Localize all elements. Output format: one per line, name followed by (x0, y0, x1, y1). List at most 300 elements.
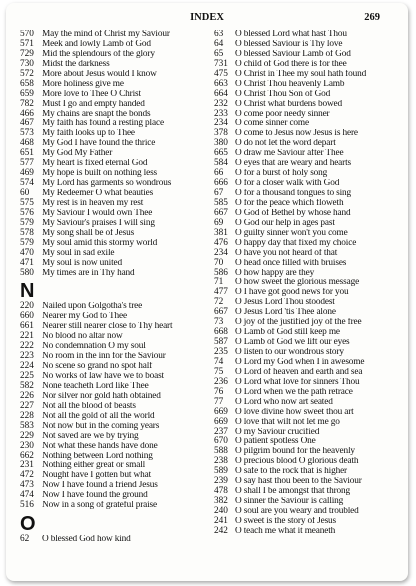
hymn-number: 378 (214, 128, 228, 139)
hymn-number: 662 (20, 450, 34, 461)
index-entry (20, 139, 208, 149)
hymn-number: 665 (214, 148, 228, 159)
hymn-number: 225 (20, 371, 34, 381)
hymn-number: 76 (214, 386, 224, 397)
hymn-number: 660 (20, 311, 34, 322)
hymn-number: 474 (20, 490, 34, 501)
index-entry (20, 412, 208, 422)
hymn-first-line: Nought have I gotten but what (42, 471, 151, 481)
hymn-number: 382 (214, 496, 228, 507)
hymn-number: 658 (20, 78, 34, 89)
hymn-number: 227 (20, 400, 34, 411)
hymn-first-line: O Lord my God when I in awesome (235, 357, 365, 367)
index-entry (214, 447, 400, 457)
hymn-first-line: O come poor needy sinner (235, 109, 330, 119)
index-entry (20, 442, 208, 452)
hymn-first-line: O Lord of heaven and earth and sea (235, 367, 363, 377)
hymn-first-line: O come sinner come (235, 119, 309, 129)
hymn-number: 651 (20, 148, 34, 159)
hymn-first-line: Not all the gold of all the world (42, 411, 155, 421)
hymn-number: 240 (214, 506, 228, 516)
hymn-first-line: My Redeemer O what beauties (42, 189, 154, 198)
index-entry (20, 452, 208, 462)
hymn-first-line: No works of law have we to boast (42, 372, 164, 381)
hymn-number: 71 (214, 277, 224, 288)
hymn-number: 62 (20, 534, 30, 545)
hymn-number: 235 (214, 347, 228, 357)
section-letter: N (20, 280, 35, 303)
index-entry (214, 229, 400, 239)
hymn-first-line: O patient spotless One (235, 437, 316, 447)
index-entry (20, 382, 208, 392)
hymn-number: 468 (20, 138, 34, 149)
hymn-first-line: More love to Thee O Christ (42, 89, 141, 99)
page-number: 269 (364, 12, 380, 23)
hymn-first-line: O teach me what it meaneth (235, 526, 336, 536)
index-entry (20, 372, 208, 382)
hymn-first-line: O God our help in ages past (235, 218, 335, 228)
index-entry (20, 302, 208, 312)
hymn-number: 664 (214, 88, 228, 99)
hymn-number: 575 (20, 197, 34, 208)
hymn-first-line: My song shall be of Jesus (42, 228, 135, 238)
index-entry (20, 322, 208, 332)
index-entry (20, 110, 208, 120)
hymn-first-line: O listen to our wondrous story (235, 348, 344, 357)
hymn-number: 584 (214, 158, 228, 169)
index-entry (20, 60, 208, 70)
page-title: INDEX (190, 12, 224, 23)
index-entry (20, 249, 208, 259)
index-entry (214, 328, 400, 338)
hymn-number: 466 (20, 108, 34, 119)
index-entry (20, 70, 208, 80)
index-entry (214, 30, 400, 40)
hymn-number: 574 (20, 178, 34, 189)
index-entry (214, 358, 400, 368)
page-header (6, 12, 408, 26)
index-entry (20, 432, 208, 442)
index-entry (214, 278, 400, 288)
hymn-first-line: O pilgrim bound for the heavenly (235, 447, 355, 457)
index-entry (214, 318, 400, 328)
hymn-number: 471 (20, 257, 34, 268)
index-entry (20, 189, 208, 199)
hymn-first-line: My soul amid this stormy world (42, 238, 158, 248)
index-entry (214, 437, 400, 447)
index-entry (214, 179, 400, 189)
index-entry (214, 249, 400, 259)
hymn-number: 669 (214, 416, 228, 427)
hymn-number: 224 (20, 361, 34, 372)
hymn-first-line: Mid the splendours of the glory (42, 49, 155, 59)
hymn-first-line: O eyes that are weary and hearts (235, 159, 352, 169)
index-entry (214, 219, 400, 229)
index-entry (20, 159, 208, 169)
hymn-first-line: Not what these hands have done (42, 441, 158, 451)
index-entry (20, 471, 208, 481)
hymn-number: 478 (214, 486, 228, 497)
hymn-first-line: O for a burst of holy song (235, 169, 328, 179)
hymn-number: 585 (214, 197, 228, 208)
hymn-first-line: O how sweet the glorious message (235, 278, 360, 288)
hymn-number: 587 (214, 337, 228, 348)
hymn-number: 668 (214, 327, 228, 338)
index-entry (20, 219, 208, 229)
index-entry (214, 378, 400, 388)
hymn-number: 731 (214, 58, 228, 69)
index-entry (20, 179, 208, 189)
hymn-number: 571 (20, 38, 34, 49)
hymn-first-line: Nothing either great or small (42, 461, 146, 471)
hymn-first-line: No room in the inn for the Saviour (42, 352, 166, 362)
hymn-first-line: O shall I be amongst that throng (235, 487, 351, 497)
hymn-number: 572 (20, 68, 34, 79)
index-entry (214, 298, 400, 308)
hymn-first-line: No scene so grand no spot half (42, 362, 153, 372)
hymn-first-line: Now I have found a friend Jesus (42, 481, 158, 491)
hymn-first-line: My soul in sad exile (42, 248, 115, 258)
hymn-number: 667 (214, 207, 228, 218)
index-entry (214, 90, 400, 100)
index-entry (214, 418, 400, 428)
hymn-number: 66 (214, 168, 224, 179)
hymn-number: 222 (20, 341, 34, 352)
index-entry (214, 388, 400, 398)
hymn-number: 69 (214, 217, 224, 228)
hymn-first-line: O Lord when we the path retrace (235, 387, 353, 397)
hymn-number: 223 (20, 351, 34, 362)
hymn-first-line: My heart is fixed eternal God (42, 159, 148, 169)
hymn-number: 588 (214, 446, 228, 457)
index-entry (20, 229, 208, 239)
index-entry (20, 269, 208, 279)
hymn-first-line: Nothing between Lord nothing (42, 451, 153, 461)
index-entry (20, 332, 208, 342)
hymn-first-line: O Lamb of God we lift our eyes (235, 338, 350, 348)
hymn-first-line: O have you not heard of that (235, 248, 338, 258)
hymn-number: 577 (20, 158, 34, 169)
hymn-first-line: O draw me Saviour after Thee (235, 149, 344, 159)
index-entry (214, 308, 400, 318)
hymn-number: 573 (20, 128, 34, 139)
hymn-number: 582 (20, 380, 34, 391)
hymn-first-line: My faith looks up to Thee (42, 129, 135, 139)
index-entry (214, 368, 400, 378)
hymn-number: 72 (214, 297, 224, 308)
hymn-number: 670 (214, 436, 228, 447)
hymn-first-line: O for a thousand tongues to sing (235, 189, 352, 198)
hymn-first-line: O child of God there is for thee (235, 59, 347, 69)
index-entry (20, 342, 208, 352)
index-entry (20, 80, 208, 90)
hymn-first-line: O Christ Thou heavenly Lamb (235, 79, 345, 89)
hymn-first-line: O Lord who now art seated (235, 397, 333, 407)
hymn-first-line: Nor silver nor gold hath obtained (42, 391, 161, 401)
hymn-number: 669 (214, 406, 228, 417)
index-column-left (20, 30, 208, 545)
hymn-number: 230 (20, 440, 34, 451)
index-entry (214, 408, 400, 418)
index-entry (20, 149, 208, 159)
index-entry (20, 129, 208, 139)
hymn-number: 580 (20, 267, 34, 278)
hymn-first-line: O sinner the Saviour is calling (235, 497, 344, 507)
hymn-number: 380 (214, 138, 228, 149)
hymn-number: 221 (20, 331, 34, 342)
hymn-first-line: May the mind of Christ my Saviour (42, 30, 170, 39)
hymn-number: 667 (214, 307, 228, 318)
hymn-number: 469 (20, 168, 34, 179)
hymn-first-line: My hope is built on nothing less (42, 169, 158, 179)
hymn-number: 473 (20, 480, 34, 491)
hymn-number: 579 (20, 237, 34, 248)
hymn-number: 475 (214, 68, 228, 79)
hymn-first-line: Not all the blood of beasts (42, 401, 136, 411)
hymn-number: 578 (20, 227, 34, 238)
index-entry (214, 467, 400, 477)
book-page (6, 3, 408, 581)
hymn-first-line: O love divine how sweet thou art (235, 407, 354, 417)
hymn-first-line: Now I have found the ground (42, 491, 148, 501)
index-entry (20, 169, 208, 179)
index-entry (214, 70, 400, 80)
hymn-first-line: O love that wilt not let me go (235, 417, 340, 427)
hymn-first-line: Not now but in the coming years (42, 421, 160, 431)
index-entry (20, 30, 208, 40)
hymn-first-line: Nailed upon Golgotha's tree (42, 302, 143, 312)
hymn-first-line: Nearer my God to Thee (42, 312, 127, 322)
hymn-number: 234 (214, 247, 228, 258)
hymn-number: 579 (20, 217, 34, 228)
hymn-number: 472 (20, 470, 34, 481)
hymn-number: 220 (20, 301, 34, 312)
hymn-number: 75 (214, 366, 224, 377)
hymn-first-line: No condemnation O my soul (42, 342, 146, 352)
index-entry (20, 312, 208, 322)
hymn-number: 659 (20, 88, 34, 99)
hymn-number: 730 (20, 58, 34, 69)
index-entry (214, 338, 400, 348)
hymn-number: 73 (214, 317, 224, 328)
hymn-first-line: O blessed God how kind (42, 535, 131, 545)
hymn-number: 77 (214, 396, 224, 407)
hymn-first-line: My soul is now united (42, 258, 123, 268)
hymn-number: 586 (214, 267, 228, 278)
index-entry (214, 80, 400, 90)
hymn-first-line: O Lord what love for sinners Thou (235, 377, 360, 387)
hymn-number: 63 (214, 30, 224, 39)
index-entry (214, 189, 400, 199)
hymn-number: 232 (214, 98, 228, 109)
hymn-first-line: O I have got good news for you (235, 288, 349, 298)
index-entry (214, 269, 400, 279)
hymn-number: 234 (214, 118, 228, 129)
hymn-first-line: My Lord has garments so wondrous (42, 179, 172, 189)
hymn-number: 229 (20, 430, 34, 441)
hymn-number: 242 (214, 525, 228, 536)
hymn-first-line: O sweet is the story of Jesus (235, 516, 337, 526)
hymn-number: 467 (20, 118, 34, 129)
hymn-first-line: O for the peace which floweth (235, 198, 344, 208)
hymn-number: 65 (214, 48, 224, 59)
index-entry (214, 398, 400, 408)
hymn-first-line: My times are in Thy hand (42, 268, 135, 278)
hymn-number: 67 (214, 188, 224, 198)
hymn-first-line: O blessed Saviour is Thy love (235, 39, 343, 49)
hymn-first-line: My Saviour I would own Thee (42, 208, 153, 218)
index-entry (214, 199, 400, 209)
index-entry (20, 352, 208, 362)
hymn-number: 663 (214, 78, 228, 89)
hymn-first-line: O come to Jesus now Jesus is here (235, 129, 358, 139)
hymn-first-line: O Christ Thou Son of God (235, 89, 331, 99)
hymn-number: 516 (20, 500, 34, 511)
hymn-number: 60 (20, 188, 30, 198)
hymn-first-line: O how happy are they (235, 268, 315, 278)
index-entry (20, 90, 208, 100)
hymn-number: 570 (20, 30, 34, 39)
hymn-number: 239 (214, 476, 228, 487)
hymn-first-line: No blood no altar now (42, 332, 123, 342)
index-entry (214, 457, 400, 467)
hymn-number: 226 (20, 390, 34, 401)
hymn-number: 238 (214, 456, 228, 467)
hymn-first-line: O Christ what burdens bowed (235, 99, 342, 109)
hymn-first-line: Not saved are we by trying (42, 431, 139, 441)
hymn-number: 583 (20, 420, 34, 431)
hymn-number: 381 (214, 227, 228, 238)
index-entry (214, 507, 400, 517)
hymn-number: 70 (214, 257, 224, 268)
hymn-first-line: O Jesus Lord Thou stoodest (235, 298, 335, 308)
index-entry (214, 119, 400, 129)
hymn-first-line: My rest is in heaven my rest (42, 198, 144, 208)
index-entry (20, 422, 208, 432)
hymn-number: 589 (214, 466, 228, 477)
hymn-first-line: My Saviour's praises I will sing (42, 218, 155, 228)
index-entry (20, 362, 208, 372)
hymn-first-line: Midst the darkness (42, 59, 110, 69)
index-entry (214, 288, 400, 298)
hymn-number: 477 (214, 287, 228, 298)
index-entry (214, 139, 400, 149)
hymn-first-line: O precious blood O glorious death (235, 457, 359, 467)
index-entry (214, 259, 400, 269)
index-entry (20, 199, 208, 209)
hymn-first-line: O blessed Saviour Lamb of God (235, 49, 351, 59)
hymn-first-line: None teacheth Lord like Thee (42, 381, 149, 391)
hymn-number: 576 (20, 207, 34, 218)
hymn-number: 476 (214, 237, 228, 248)
index-entry (214, 348, 400, 358)
hymn-number: 64 (214, 38, 224, 49)
hymn-first-line: O happy day that fixed my choice (235, 238, 357, 248)
index-entry (214, 487, 400, 497)
index-entry (20, 239, 208, 249)
index-entry (20, 40, 208, 50)
hymn-first-line: O God of Bethel by whose hand (235, 208, 351, 218)
hymn-first-line: O soul are you weary and troubled (235, 507, 359, 516)
hymn-number: 661 (20, 321, 34, 332)
index-entry (20, 119, 208, 129)
hymn-number: 231 (20, 460, 34, 471)
hymn-number: 666 (214, 178, 228, 189)
index-entry (214, 60, 400, 70)
index-entry (214, 100, 400, 110)
hymn-first-line: O Jesus Lord 'tis Thee alone (235, 308, 336, 318)
hymn-first-line: O my Saviour crucified (235, 427, 320, 437)
index-entry (214, 159, 400, 169)
hymn-first-line: My God I have found the thrice (42, 139, 156, 149)
hymn-number: 729 (20, 48, 34, 59)
hymn-first-line: My faith has found a resting place (42, 119, 164, 129)
index-entry (214, 110, 400, 120)
hymn-first-line: O Christ in Thee my soul hath found (235, 69, 367, 79)
hymn-first-line: Meek and lowly Lamb of God (42, 39, 151, 49)
hymn-first-line: Now in a song of grateful praise (42, 501, 157, 511)
hymn-first-line: My chains are snapt the bonds (42, 109, 151, 119)
hymn-number: 228 (20, 410, 34, 421)
index-entry (20, 100, 208, 110)
index-entry (20, 461, 208, 471)
hymn-number: 237 (214, 426, 228, 437)
hymn-first-line: More holiness give me (42, 79, 124, 89)
index-entry (20, 402, 208, 412)
hymn-first-line: O for a closer walk with God (235, 179, 340, 189)
index-entry (214, 40, 400, 50)
hymn-first-line: O blessed Lord what hast Thou (235, 30, 347, 39)
index-entry (214, 239, 400, 249)
index-entry (20, 535, 208, 545)
index-entry (214, 129, 400, 139)
section-letter: O (20, 513, 36, 536)
hymn-first-line: My God My Father (42, 149, 113, 159)
hymn-first-line: O safe to the rock that is higher (235, 467, 348, 477)
index-entry (214, 477, 400, 487)
index-entry (214, 527, 400, 537)
hymn-number: 782 (20, 98, 34, 109)
index-entry (214, 209, 400, 219)
hymn-number: 233 (214, 108, 228, 119)
index-entry (20, 491, 208, 501)
index-entry (214, 50, 400, 60)
hymn-first-line: O guilty sinner won't you come (235, 228, 348, 238)
hymn-first-line: O joy of the justified joy of the free (235, 318, 362, 328)
index-entry (20, 50, 208, 60)
hymn-first-line: More about Jesus would I know (42, 69, 157, 79)
hymn-number: 470 (20, 247, 34, 258)
hymn-number: 74 (214, 356, 224, 367)
hymn-first-line: O do not let the word depart (235, 139, 336, 149)
hymn-first-line: Must I go and empty handed (42, 99, 145, 109)
index-entry (214, 517, 400, 527)
hymn-number: 241 (214, 515, 228, 526)
index-entry (214, 169, 400, 179)
index-entry (214, 428, 400, 438)
index-entry (20, 481, 208, 491)
index-entry (20, 501, 208, 511)
hymn-first-line: Nearer still nearer close to Thy heart (42, 322, 173, 332)
hymn-number: 236 (214, 376, 228, 387)
index-column-right (214, 30, 400, 537)
hymn-first-line: O head once filled with bruises (235, 258, 347, 268)
index-entry (214, 497, 400, 507)
index-entry (20, 259, 208, 269)
index-entry (20, 392, 208, 402)
hymn-first-line: O say hast thou been to the Saviour (235, 477, 362, 487)
index-entry (20, 209, 208, 219)
